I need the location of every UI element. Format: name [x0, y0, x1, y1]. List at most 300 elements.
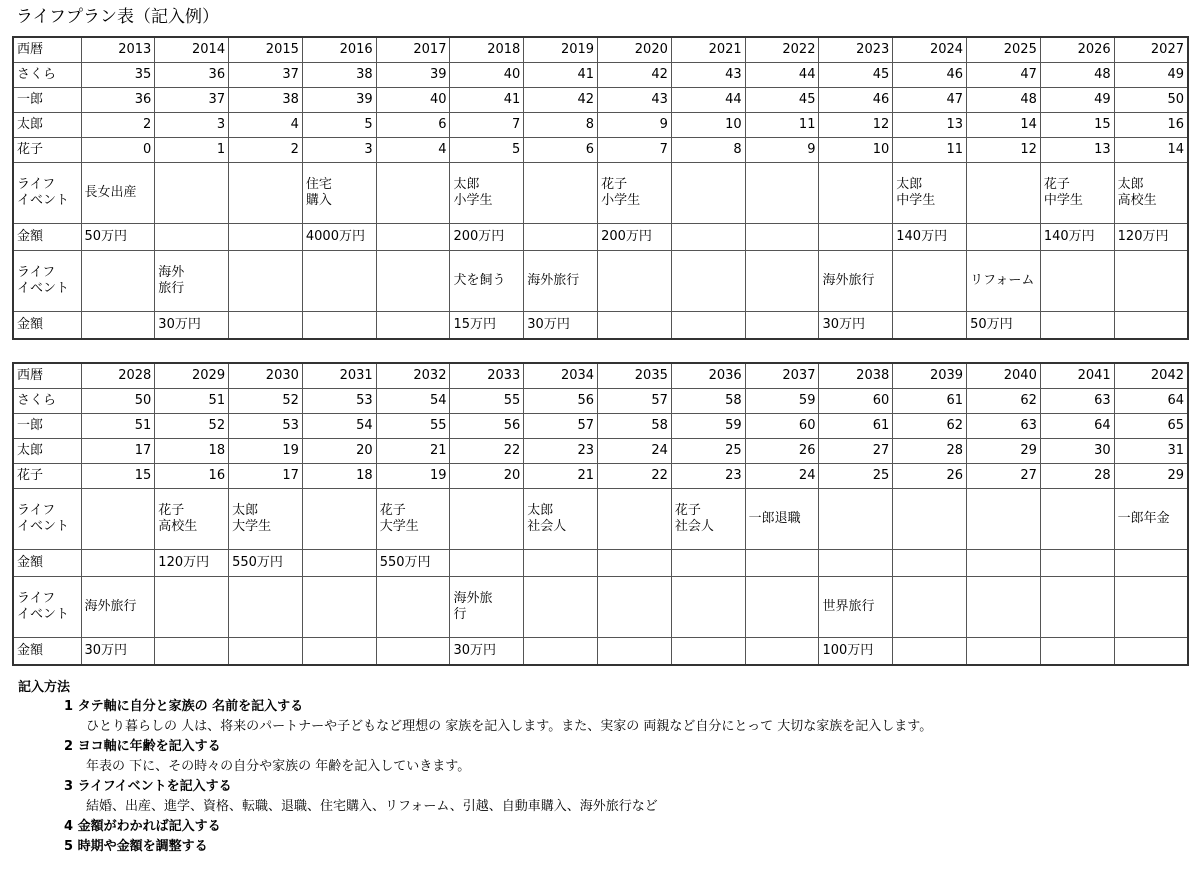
age-cell: 58 — [671, 389, 745, 414]
amount-cell — [671, 638, 745, 666]
life-event-cell — [671, 163, 745, 224]
age-cell: 12 — [819, 113, 893, 138]
amount-label: 金額 — [13, 312, 81, 340]
age-cell: 7 — [450, 113, 524, 138]
year-cell: 2013 — [81, 37, 155, 63]
life-event-cell — [745, 163, 819, 224]
amount-cell — [745, 638, 819, 666]
member-name: 太郎 — [13, 439, 81, 464]
age-cell: 54 — [302, 414, 376, 439]
age-cell: 8 — [524, 113, 598, 138]
life-event-cell — [1114, 251, 1188, 312]
age-cell: 48 — [1040, 63, 1114, 88]
age-cell: 58 — [598, 414, 672, 439]
life-event-cell — [81, 251, 155, 312]
age-cell: 45 — [745, 88, 819, 113]
life-event-cell: 長女出産 — [81, 163, 155, 224]
age-cell: 19 — [229, 439, 303, 464]
life-event-label: ライフ イベント — [13, 251, 81, 312]
age-cell: 3 — [302, 138, 376, 163]
life-event-cell: 太郎 社会人 — [524, 489, 598, 550]
life-event-cell: 太郎 大学生 — [229, 489, 303, 550]
life-event-cell — [598, 577, 672, 638]
life-event-cell — [376, 163, 450, 224]
amount-cell: 30万円 — [524, 312, 598, 340]
age-cell: 15 — [81, 464, 155, 489]
amount-cell — [598, 638, 672, 666]
life-event-cell — [302, 489, 376, 550]
age-cell: 0 — [81, 138, 155, 163]
amount-cell — [229, 638, 303, 666]
amount-cell — [967, 224, 1041, 251]
age-cell: 50 — [81, 389, 155, 414]
year-cell: 2034 — [524, 363, 598, 389]
life-event-cell — [598, 489, 672, 550]
member-name: 一郎 — [13, 88, 81, 113]
age-cell: 53 — [302, 389, 376, 414]
life-event-cell — [1040, 251, 1114, 312]
age-cell: 5 — [450, 138, 524, 163]
age-cell: 27 — [967, 464, 1041, 489]
age-cell: 40 — [450, 63, 524, 88]
age-cell: 3 — [155, 113, 229, 138]
age-cell: 47 — [893, 88, 967, 113]
age-cell: 52 — [155, 414, 229, 439]
age-cell: 41 — [450, 88, 524, 113]
age-cell: 10 — [819, 138, 893, 163]
year-cell: 2019 — [524, 37, 598, 63]
year-cell: 2018 — [450, 37, 524, 63]
amount-cell — [671, 312, 745, 340]
age-cell: 59 — [745, 389, 819, 414]
life-event-cell — [1114, 577, 1188, 638]
amount-cell: 140万円 — [893, 224, 967, 251]
age-cell: 29 — [967, 439, 1041, 464]
amount-cell: 4000万円 — [302, 224, 376, 251]
life-event-label: ライフ イベント — [13, 577, 81, 638]
instruction-description: 年表の 下に、その時々の自分や家族の 年齢を記入していきます。 — [86, 759, 471, 774]
life-event-cell: 一郎年金 — [1114, 489, 1188, 550]
age-cell: 9 — [745, 138, 819, 163]
life-event-row — [13, 251, 1188, 312]
age-cell: 64 — [1114, 389, 1188, 414]
life-event-cell: 花子 社会人 — [671, 489, 745, 550]
amount-cell — [1040, 312, 1114, 340]
life-event-cell: 一郎退職 — [745, 489, 819, 550]
age-cell: 55 — [450, 389, 524, 414]
amount-cell: 15万円 — [450, 312, 524, 340]
year-row — [13, 37, 1188, 63]
amount-row — [13, 550, 1188, 577]
instructions — [18, 676, 1188, 857]
life-plan-table-1 — [12, 36, 1189, 340]
instruction-step: 5 時期や金額を調整する — [64, 839, 208, 854]
age-cell: 7 — [598, 138, 672, 163]
age-cell: 15 — [1040, 113, 1114, 138]
life-event-cell: 海外 旅行 — [155, 251, 229, 312]
age-cell: 4 — [229, 113, 303, 138]
age-cell: 14 — [1114, 138, 1188, 163]
life-event-cell — [893, 489, 967, 550]
year-cell: 2024 — [893, 37, 967, 63]
life-event-cell: 太郎 高校生 — [1114, 163, 1188, 224]
life-event-cell — [524, 163, 598, 224]
amount-cell: 120万円 — [1114, 224, 1188, 251]
amount-cell — [893, 550, 967, 577]
life-event-cell — [524, 577, 598, 638]
member-name: 花子 — [13, 464, 81, 489]
life-event-cell — [819, 163, 893, 224]
age-cell: 63 — [1040, 389, 1114, 414]
age-cell: 44 — [745, 63, 819, 88]
amount-cell: 30万円 — [450, 638, 524, 666]
year-cell: 2027 — [1114, 37, 1188, 63]
age-cell: 38 — [229, 88, 303, 113]
year-cell: 2017 — [376, 37, 450, 63]
age-cell: 52 — [229, 389, 303, 414]
amount-cell — [745, 312, 819, 340]
life-event-cell — [967, 489, 1041, 550]
year-cell: 2035 — [598, 363, 672, 389]
member-name: さくら — [13, 63, 81, 88]
amount-cell: 200万円 — [450, 224, 524, 251]
amount-cell — [81, 550, 155, 577]
age-cell: 51 — [155, 389, 229, 414]
amount-cell — [229, 224, 303, 251]
year-cell: 2039 — [893, 363, 967, 389]
age-cell: 30 — [1040, 439, 1114, 464]
age-cell: 59 — [671, 414, 745, 439]
year-cell: 2033 — [450, 363, 524, 389]
amount-cell — [671, 224, 745, 251]
age-cell: 57 — [524, 414, 598, 439]
life-event-cell — [155, 577, 229, 638]
member-name: さくら — [13, 389, 81, 414]
year-cell: 2029 — [155, 363, 229, 389]
age-cell: 56 — [524, 389, 598, 414]
amount-cell — [155, 224, 229, 251]
amount-row — [13, 312, 1188, 340]
member-age-row — [13, 63, 1188, 88]
age-cell: 63 — [967, 414, 1041, 439]
year-cell: 2025 — [967, 37, 1041, 63]
year-cell: 2020 — [598, 37, 672, 63]
age-cell: 16 — [1114, 113, 1188, 138]
age-cell: 6 — [376, 113, 450, 138]
year-cell: 2028 — [81, 363, 155, 389]
amount-cell — [967, 550, 1041, 577]
instruction-step: 3 ライフイベントを記入する — [64, 779, 232, 794]
age-cell: 35 — [81, 63, 155, 88]
age-cell: 19 — [376, 464, 450, 489]
amount-cell — [524, 638, 598, 666]
age-cell: 38 — [302, 63, 376, 88]
life-event-cell — [671, 251, 745, 312]
life-event-row — [13, 577, 1188, 638]
page-title: ライフプラン表（記入例） — [16, 7, 219, 27]
year-label: 西暦 — [13, 363, 81, 389]
life-event-cell: 花子 小学生 — [598, 163, 672, 224]
age-cell: 40 — [376, 88, 450, 113]
life-event-cell — [376, 577, 450, 638]
member-age-row — [13, 138, 1188, 163]
age-cell: 16 — [155, 464, 229, 489]
instruction-step: 4 金額がわかれば記入する — [64, 819, 221, 834]
amount-cell: 50万円 — [967, 312, 1041, 340]
amount-cell — [450, 550, 524, 577]
life-event-cell — [1040, 489, 1114, 550]
life-event-cell: 世界旅行 — [819, 577, 893, 638]
age-cell: 22 — [450, 439, 524, 464]
age-cell: 42 — [524, 88, 598, 113]
age-cell: 26 — [745, 439, 819, 464]
member-age-row — [13, 464, 1188, 489]
life-event-cell — [598, 251, 672, 312]
age-cell: 56 — [450, 414, 524, 439]
life-event-cell: 太郎 小学生 — [450, 163, 524, 224]
amount-cell — [302, 550, 376, 577]
age-cell: 8 — [671, 138, 745, 163]
age-cell: 26 — [893, 464, 967, 489]
age-cell: 28 — [893, 439, 967, 464]
age-cell: 14 — [967, 113, 1041, 138]
age-cell: 48 — [967, 88, 1041, 113]
instruction-description: 結婚、出産、進学、資格、転職、退職、住宅購入、リフォーム、引越、自動車購入、海外旅行など — [86, 799, 658, 814]
life-event-cell — [745, 577, 819, 638]
life-event-cell — [893, 577, 967, 638]
amount-cell: 550万円 — [376, 550, 450, 577]
year-cell: 2030 — [229, 363, 303, 389]
life-event-label: ライフ イベント — [13, 163, 81, 224]
age-cell: 37 — [155, 88, 229, 113]
age-cell: 61 — [819, 414, 893, 439]
age-cell: 2 — [81, 113, 155, 138]
age-cell: 24 — [598, 439, 672, 464]
amount-cell — [302, 312, 376, 340]
life-event-cell — [967, 577, 1041, 638]
life-event-cell: 海外旅行 — [524, 251, 598, 312]
amount-cell: 140万円 — [1040, 224, 1114, 251]
age-cell: 29 — [1114, 464, 1188, 489]
life-event-cell: 海外旅 行 — [450, 577, 524, 638]
life-event-cell: リフォーム — [967, 251, 1041, 312]
age-cell: 9 — [598, 113, 672, 138]
amount-cell — [598, 550, 672, 577]
year-cell: 2014 — [155, 37, 229, 63]
amount-cell — [376, 312, 450, 340]
age-cell: 24 — [745, 464, 819, 489]
age-cell: 39 — [376, 63, 450, 88]
amount-cell — [155, 638, 229, 666]
year-label: 西暦 — [13, 37, 81, 63]
amount-row — [13, 638, 1188, 666]
age-cell: 39 — [302, 88, 376, 113]
age-cell: 46 — [893, 63, 967, 88]
life-event-row — [13, 489, 1188, 550]
instruction-step: 2 ヨコ軸に年齢を記入する — [64, 739, 221, 754]
amount-cell — [524, 224, 598, 251]
age-cell: 21 — [376, 439, 450, 464]
member-age-row — [13, 113, 1188, 138]
age-cell: 25 — [671, 439, 745, 464]
age-cell: 6 — [524, 138, 598, 163]
amount-cell: 30万円 — [81, 638, 155, 666]
life-event-cell: 海外旅行 — [819, 251, 893, 312]
amount-cell: 550万円 — [229, 550, 303, 577]
member-age-row — [13, 88, 1188, 113]
age-cell: 65 — [1114, 414, 1188, 439]
life-event-cell — [376, 251, 450, 312]
life-event-cell — [229, 163, 303, 224]
age-cell: 64 — [1040, 414, 1114, 439]
life-event-cell: 太郎 中学生 — [893, 163, 967, 224]
life-event-cell: 犬を飼う — [450, 251, 524, 312]
age-cell: 60 — [745, 414, 819, 439]
life-event-cell — [302, 577, 376, 638]
life-event-cell — [81, 489, 155, 550]
amount-cell — [81, 312, 155, 340]
age-cell: 1 — [155, 138, 229, 163]
age-cell: 61 — [893, 389, 967, 414]
age-cell: 37 — [229, 63, 303, 88]
amount-cell: 100万円 — [819, 638, 893, 666]
age-cell: 57 — [598, 389, 672, 414]
age-cell: 53 — [229, 414, 303, 439]
age-cell: 54 — [376, 389, 450, 414]
amount-label: 金額 — [13, 224, 81, 251]
life-event-cell — [302, 251, 376, 312]
year-cell: 2032 — [376, 363, 450, 389]
age-cell: 23 — [524, 439, 598, 464]
age-cell: 4 — [376, 138, 450, 163]
year-cell: 2022 — [745, 37, 819, 63]
age-cell: 10 — [671, 113, 745, 138]
age-cell: 12 — [967, 138, 1041, 163]
instructions-heading: 記入方法 — [18, 680, 71, 695]
age-cell: 36 — [155, 63, 229, 88]
age-cell: 22 — [598, 464, 672, 489]
life-event-cell — [229, 577, 303, 638]
member-age-row — [13, 389, 1188, 414]
amount-cell — [1114, 550, 1188, 577]
amount-cell — [1040, 550, 1114, 577]
amount-cell — [524, 550, 598, 577]
age-cell: 62 — [893, 414, 967, 439]
amount-cell — [376, 224, 450, 251]
life-event-cell: 花子 高校生 — [155, 489, 229, 550]
year-cell: 2015 — [229, 37, 303, 63]
age-cell: 28 — [1040, 464, 1114, 489]
member-name: 花子 — [13, 138, 81, 163]
age-cell: 44 — [671, 88, 745, 113]
amount-cell — [229, 312, 303, 340]
amount-cell: 50万円 — [81, 224, 155, 251]
age-cell: 62 — [967, 389, 1041, 414]
life-event-cell — [745, 251, 819, 312]
age-cell: 20 — [450, 464, 524, 489]
year-cell: 2037 — [745, 363, 819, 389]
instruction-step: 1 タテ軸に自分と家族の 名前を記入する — [64, 699, 304, 714]
age-cell: 20 — [302, 439, 376, 464]
age-cell: 2 — [229, 138, 303, 163]
amount-cell — [819, 224, 893, 251]
age-cell: 25 — [819, 464, 893, 489]
amount-cell: 200万円 — [598, 224, 672, 251]
member-age-row — [13, 439, 1188, 464]
age-cell: 13 — [1040, 138, 1114, 163]
age-cell: 27 — [819, 439, 893, 464]
amount-cell: 30万円 — [155, 312, 229, 340]
life-event-cell — [967, 163, 1041, 224]
amount-cell — [376, 638, 450, 666]
age-cell: 51 — [81, 414, 155, 439]
life-event-cell — [450, 489, 524, 550]
amount-cell — [1114, 638, 1188, 666]
amount-cell — [1114, 312, 1188, 340]
amount-cell: 30万円 — [819, 312, 893, 340]
life-event-row — [13, 163, 1188, 224]
life-event-cell: 住宅 購入 — [302, 163, 376, 224]
amount-cell: 120万円 — [155, 550, 229, 577]
year-cell: 2040 — [967, 363, 1041, 389]
amount-label: 金額 — [13, 638, 81, 666]
age-cell: 11 — [745, 113, 819, 138]
age-cell: 60 — [819, 389, 893, 414]
amount-cell — [967, 638, 1041, 666]
amount-label: 金額 — [13, 550, 81, 577]
life-plan-table-2 — [12, 362, 1189, 666]
age-cell: 18 — [302, 464, 376, 489]
amount-cell — [893, 638, 967, 666]
year-cell: 2038 — [819, 363, 893, 389]
age-cell: 45 — [819, 63, 893, 88]
year-cell: 2042 — [1114, 363, 1188, 389]
amount-cell — [819, 550, 893, 577]
life-event-cell — [819, 489, 893, 550]
age-cell: 11 — [893, 138, 967, 163]
age-cell: 55 — [376, 414, 450, 439]
life-event-cell — [671, 577, 745, 638]
life-event-cell — [893, 251, 967, 312]
age-cell: 21 — [524, 464, 598, 489]
amount-cell — [598, 312, 672, 340]
age-cell: 36 — [81, 88, 155, 113]
year-cell: 2026 — [1040, 37, 1114, 63]
year-cell: 2031 — [302, 363, 376, 389]
life-event-cell: 海外旅行 — [81, 577, 155, 638]
age-cell: 47 — [967, 63, 1041, 88]
age-cell: 5 — [302, 113, 376, 138]
year-cell: 2021 — [671, 37, 745, 63]
age-cell: 18 — [155, 439, 229, 464]
age-cell: 43 — [671, 63, 745, 88]
life-event-cell — [155, 163, 229, 224]
life-event-label: ライフ イベント — [13, 489, 81, 550]
year-cell: 2036 — [671, 363, 745, 389]
member-name: 一郎 — [13, 414, 81, 439]
age-cell: 17 — [229, 464, 303, 489]
amount-row — [13, 224, 1188, 251]
age-cell: 23 — [671, 464, 745, 489]
life-event-cell: 花子 大学生 — [376, 489, 450, 550]
age-cell: 31 — [1114, 439, 1188, 464]
amount-cell — [745, 224, 819, 251]
age-cell: 50 — [1114, 88, 1188, 113]
amount-cell — [1040, 638, 1114, 666]
year-row — [13, 363, 1188, 389]
age-cell: 49 — [1114, 63, 1188, 88]
age-cell: 13 — [893, 113, 967, 138]
